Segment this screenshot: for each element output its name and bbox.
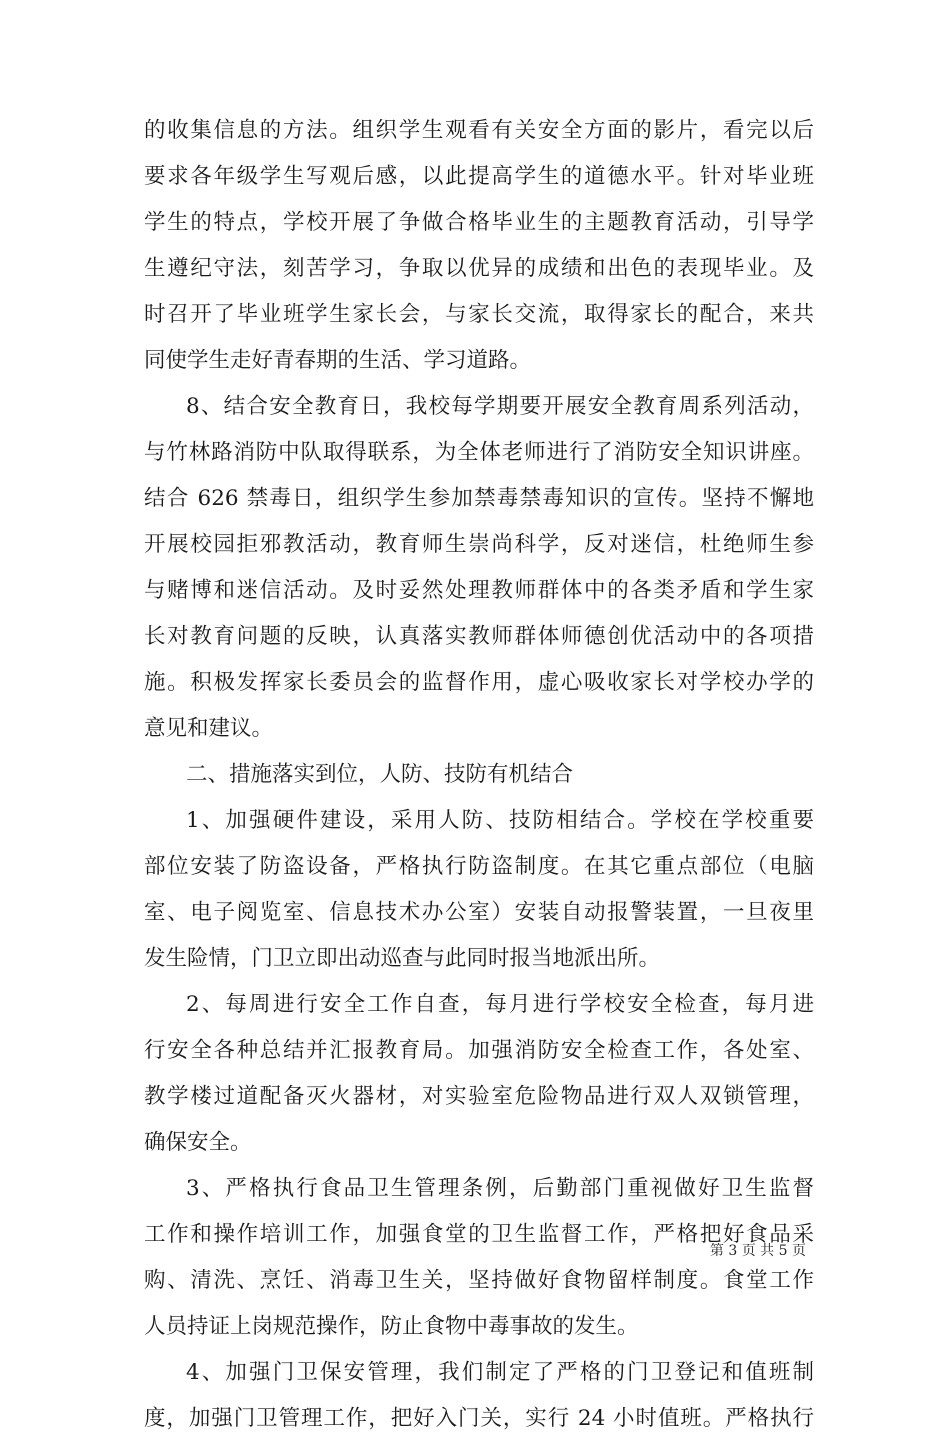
text-line: 施。积极发挥家长委员会的监督作用，虚心吸收家长对学校办学的 — [144, 670, 814, 695]
section-heading: 二、措施落实到位，人防、技防有机结合 — [186, 762, 574, 787]
text-line: 度，加强门卫管理工作，把好入门关，实行 24 小时值班。严格执行 — [144, 1406, 814, 1431]
text-line: 长对教育问题的反映，认真落实教师群体师德创优活动中的各项措 — [144, 624, 814, 649]
text-line: 与竹林路消防中队取得联系，为全体老师进行了消防安全知识讲座。 — [144, 440, 814, 465]
text-line: 的收集信息的方法。组织学生观看有关安全方面的影片，看完以后 — [144, 118, 814, 143]
page-footer — [0, 1242, 950, 1260]
text-line: 要求各年级学生写观后感，以此提高学生的道德水平。针对毕业班 — [144, 164, 814, 189]
paragraph-first-line: 3、严格执行食品卫生管理条例，后勤部门重视做好卫生监督 — [186, 1176, 814, 1201]
page-number: 第 3 页 共 5 页 — [709, 1243, 806, 1259]
text-line: 同使学生走好青春期的生活、学习道路。 — [144, 348, 532, 373]
text-line: 时召开了毕业班学生家长会，与家长交流，取得家长的配合，来共 — [144, 302, 814, 327]
paragraph-first-line: 4、加强门卫保安管理，我们制定了严格的门卫登记和值班制 — [186, 1360, 814, 1385]
text-line: 开展校园拒邪教活动，教育师生崇尚科学，反对迷信，杜绝师生参 — [144, 532, 814, 557]
text-line: 结合 626 禁毒日，组织学生参加禁毒禁毒知识的宣传。坚持不懈地 — [144, 486, 814, 511]
text-line: 室、电子阅览室、信息技术办公室）安装自动报警装置，一旦夜里 — [144, 900, 814, 925]
text-line: 教学楼过道配备灭火器材，对实验室危险物品进行双人双锁管理， — [144, 1084, 814, 1109]
text-line: 生遵纪守法，刻苦学习，争取以优异的成绩和出色的表现毕业。及 — [144, 256, 814, 281]
text-line: 学生的特点，学校开展了争做合格毕业生的主题教育活动，引导学 — [144, 210, 814, 235]
paragraph-first-line: 2、每周进行安全工作自查，每月进行学校安全检查，每月进 — [186, 992, 814, 1017]
paragraph-first-line: 8、结合安全教育日，我校每学期要开展安全教育周系列活动， — [186, 394, 814, 419]
text-line: 意见和建议。 — [144, 716, 274, 741]
text-line: 工作和操作培训工作，加强食堂的卫生监督工作，严格把好食品采 — [144, 1222, 814, 1247]
text-line: 与赌博和迷信活动。及时妥然处理教师群体中的各类矛盾和学生家 — [144, 578, 814, 603]
text-line: 部位安装了防盗设备，严格执行防盗制度。在其它重点部位（电脑 — [144, 854, 814, 879]
paragraph-first-line: 1、加强硬件建设，采用人防、技防相结合。学校在学校重要 — [186, 808, 814, 833]
text-line: 行安全各种总结并汇报教育局。加强消防安全检查工作，各处室、 — [144, 1038, 814, 1063]
text-line: 人员持证上岗规范操作，防止食物中毒事故的发生。 — [144, 1314, 639, 1339]
text-line: 发生险情，门卫立即出动巡查与此同时报当地派出所。 — [144, 946, 661, 971]
text-line: 购、清洗、烹饪、消毒卫生关，坚持做好食物留样制度。食堂工作 — [144, 1268, 814, 1293]
text-line: 确保安全。 — [144, 1130, 252, 1155]
